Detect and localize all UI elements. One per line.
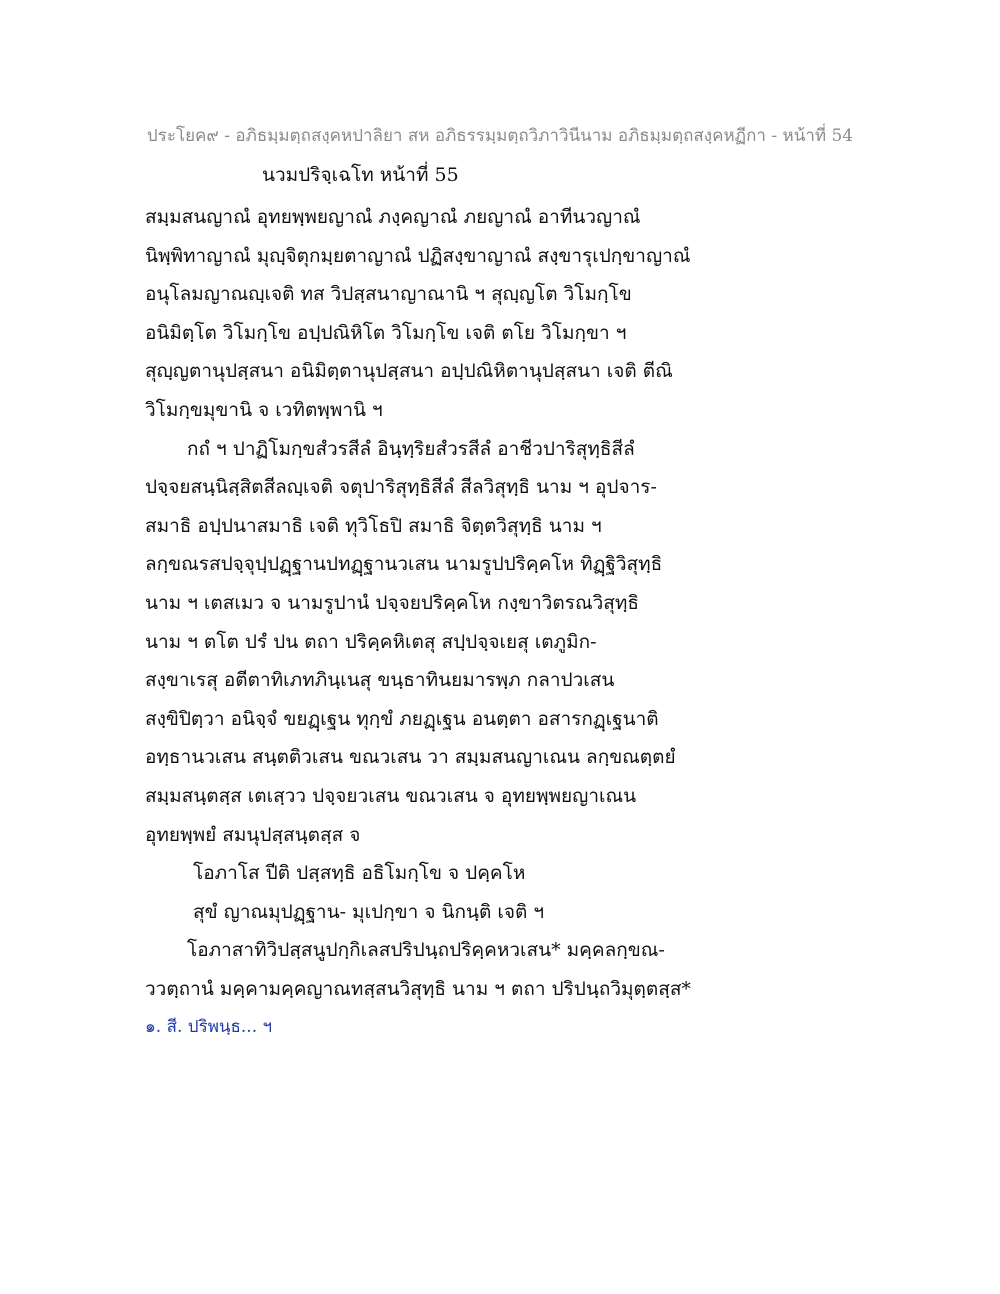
text-line: สงฺขิปิตฺวา อนิจฺจํ ขยฏฺเฐน ทุกฺขํ ภยฏฺเฐน อนตฺตา อสารกฏฺเฐนาติ (145, 707, 659, 730)
paragraph-start-line: กถํ ฯ ปาฏิโมกฺขสํวรสีลํ อินฺทฺริยสํวรสีลํ อาชีวปาริสุทฺธิสีลํ (187, 437, 635, 460)
section-heading: นวมปริจฺเฉโท หน้าที่ 55 (262, 164, 459, 186)
text-line: นาม ฯ เตสเมว จ นามรูปานํ ปจฺจยปริคฺคโห กงฺขาวิตรณวิสุทฺธิ (145, 591, 639, 614)
footnote: ๑. สี. ปริพนฺธ... ฯ (145, 1017, 273, 1038)
text-line: สุญฺญตานุปสฺสนา อนิมิตฺตานุปสฺสนา อปฺปณิหิตานุปสฺสนา เจติ ตีณิ (145, 360, 673, 383)
running-header: ประโยค๙ - อภิธมฺมตฺถสงฺคหปาลิยา สห อภิธรรมฺมตฺถวิภาวินีนาม อภิธมฺมตฺถสงฺคหฏีกา - หน้าที่ 54 (146, 126, 854, 146)
page-body (145, 198, 865, 1047)
verse-line: สุขํ ญาณมุปฏฺฐาน- มุเปกฺขา จ นิกนฺติ เจติ ฯ (193, 900, 545, 923)
text-line: อนิมิตฺโต วิโมกฺโข อปฺปณิหิโต วิโมกฺโข เจติ ตโย วิโมกฺขา ฯ (145, 321, 627, 344)
text-line: สมฺมสนญาณํ อุทยพฺพยญาณํ ภงฺคญาณํ ภยญาณํ อาทีนวญาณํ (145, 206, 641, 228)
paragraph-start-line: โอภาสาทิวิปสฺสนูปกฺกิเลสปริปนฺถปริคฺคหวเสน* มคฺคลกฺขณ- (187, 939, 665, 962)
text-line: สมาธิ อปฺปนาสมาธิ เจติ ทุวิโธปิ สมาธิ จิตฺตวิสุทฺธิ นาม ฯ (145, 514, 602, 537)
text-line: นาม ฯ ตโต ปรํ ปน ตถา ปริคฺคหิเตสุ สปฺปจฺจเยสุ เตภูมิก- (145, 630, 597, 653)
text-line: อนุโลมญาณญฺเจติ ทส วิปสฺสนาญาณานิ ฯ สุญฺญโต วิโมกฺโข (145, 283, 632, 306)
verse-line: โอภาโส ปีติ ปสฺสทฺธิ อธิโมกฺโข จ ปคฺคโห (193, 862, 526, 885)
text-line: อทฺธานวเสน สนฺตติวเสน ขณวเสน วา สมฺมสนญาเณน ลกฺขณตฺตยํ (145, 746, 676, 769)
text-line: อุทยพฺพยํ สมนุปสฺสนฺตสฺส จ (145, 823, 361, 846)
text-line: ลกฺขณรสปจฺจุปฺปฏฺฐานปทฏฺฐานวเสน นามรูปปริคฺคโห ทิฏฺฐิวิสุทฺธิ (145, 553, 663, 576)
text-line: ปจฺจยสนฺนิสฺสิตสีลญฺเจติ จตุปาริสุทฺธิสีลํ สีลวิสุทฺธิ นาม ฯ อุปจาร- (145, 476, 657, 499)
text-line: วิโมกฺขมุขานิ จ เวทิตพฺพานิ ฯ (145, 398, 383, 421)
text-line: สมฺมสนฺตสฺส เตเสฺวว ปจฺจยวเสน ขณวเสน จ อุทยพฺพยญาเณน (145, 784, 637, 807)
text-line: นิพฺพิทาญาณํ มุญฺจิตุกมฺยตาญาณํ ปฏิสงฺขาญาณํ สงฺขารุเปกฺขาญาณํ (145, 244, 691, 267)
text-line: สงฺขาเรสุ อตีตาทิเภทภินฺเนสุ ขนฺธาทินยมารพฺภ กลาปวเสน (145, 669, 615, 692)
text-line: ววตฺถานํ มคฺคามคฺคญาณทสฺสนวิสุทฺธิ นาม ฯ ตถา ปริปนฺถวิมุตฺตสฺส* (145, 977, 691, 1000)
